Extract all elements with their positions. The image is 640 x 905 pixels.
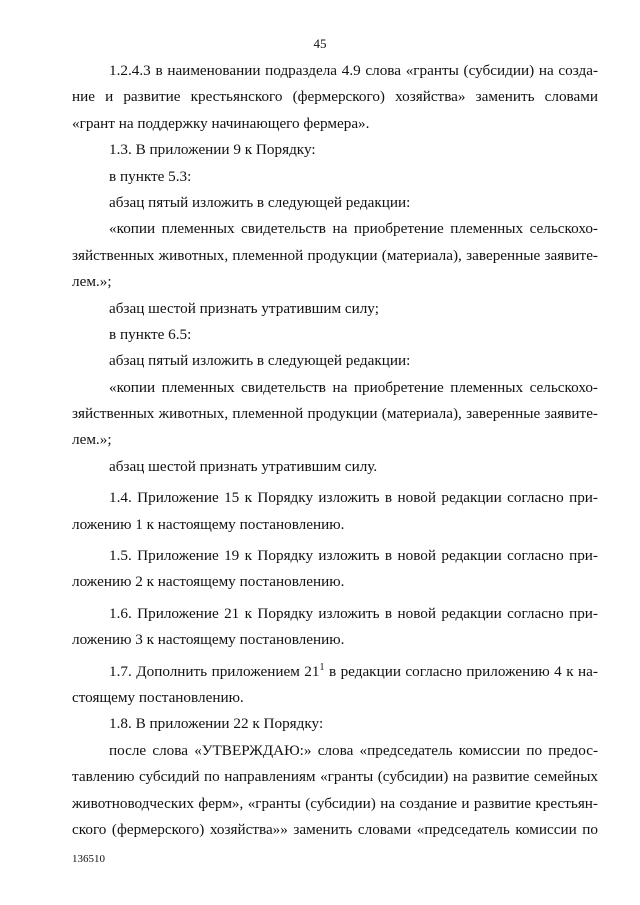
text-line: «копии племенных свидетельств на приобретение племенных сельскохо- [109,220,598,238]
text-line: животноводческих ферм», «гранты (субсидии) на создание и развитие крестьян- [72,794,598,812]
text-line: 1.2.4.3 в наименовании подраздела 4.9 слова «гранты (субсидии) на созда- [109,62,598,79]
document-body [72,58,598,843]
text-line: 1.8. В приложении 22 к Порядку: [109,715,324,733]
text-line-part: в редакции согласно приложению 4 к на- [324,662,598,680]
text-line: 1.3. В приложении 9 к Порядку: [109,141,316,159]
text-line: стоящему постановлению. [72,688,244,706]
text-line: лем.»; [72,431,112,449]
text-line: в пункте 5.3: [109,167,192,185]
text-line: 1.6. Приложение 21 к Порядку изложить в новой редакции согласно при- [109,604,598,622]
text-line: ского (фермерского) хозяйства»» заменить словами «председатель комиссии по [72,820,598,838]
superscript: 1 [319,661,325,673]
text-line-part: 1.7. Дополнить приложением 21 [109,662,320,680]
text-line: зяйственных животных, племенной продукции (материала), заверенные заявите- [72,405,598,423]
text-line: 1.5. Приложение 19 к Порядку изложить в новой редакции согласно при- [109,547,598,565]
text-line: «грант на поддержку начинающего фермера». [72,114,370,132]
text-line: абзац пятый изложить в следующей редакции: [109,352,411,370]
text-line: ложению 2 к настоящему постановлению. [72,573,345,591]
page-number: 45 [313,36,327,51]
text-line: абзац пятый изложить в следующей редакции: [109,193,411,211]
text-line: абзац шестой признать утратившим силу. [109,457,378,475]
text-line: ние и развитие крестьянского (фермерского) хозяйства» заменить словами [72,88,598,106]
text-line: «копии племенных свидетельств на приобретение племенных сельскохо- [109,378,598,396]
text-line: в пункте 6.5: [109,325,192,343]
document-code: 136510 [72,853,105,865]
text-line: абзац шестой признать утратившим силу; [109,299,379,317]
text-line [72,659,598,685]
text-line: 1.4. Приложение 15 к Порядку изложить в новой редакции согласно при- [109,489,598,507]
text-line: тавлению субсидий по направлениям «гранты (субсидии) на развитие семейных [72,768,598,786]
text-line: после слова «УТВЕРЖДАЮ:» слова «председатель комиссии по предос- [109,741,598,759]
text-line: лем.»; [72,273,112,291]
text-line: ложению 3 к настоящему постановлению. [72,631,345,649]
text-line: ложению 1 к настоящему постановлению. [72,515,345,533]
text-line: зяйственных животных, племенной продукции (материала), заверенные заявите- [72,246,598,264]
